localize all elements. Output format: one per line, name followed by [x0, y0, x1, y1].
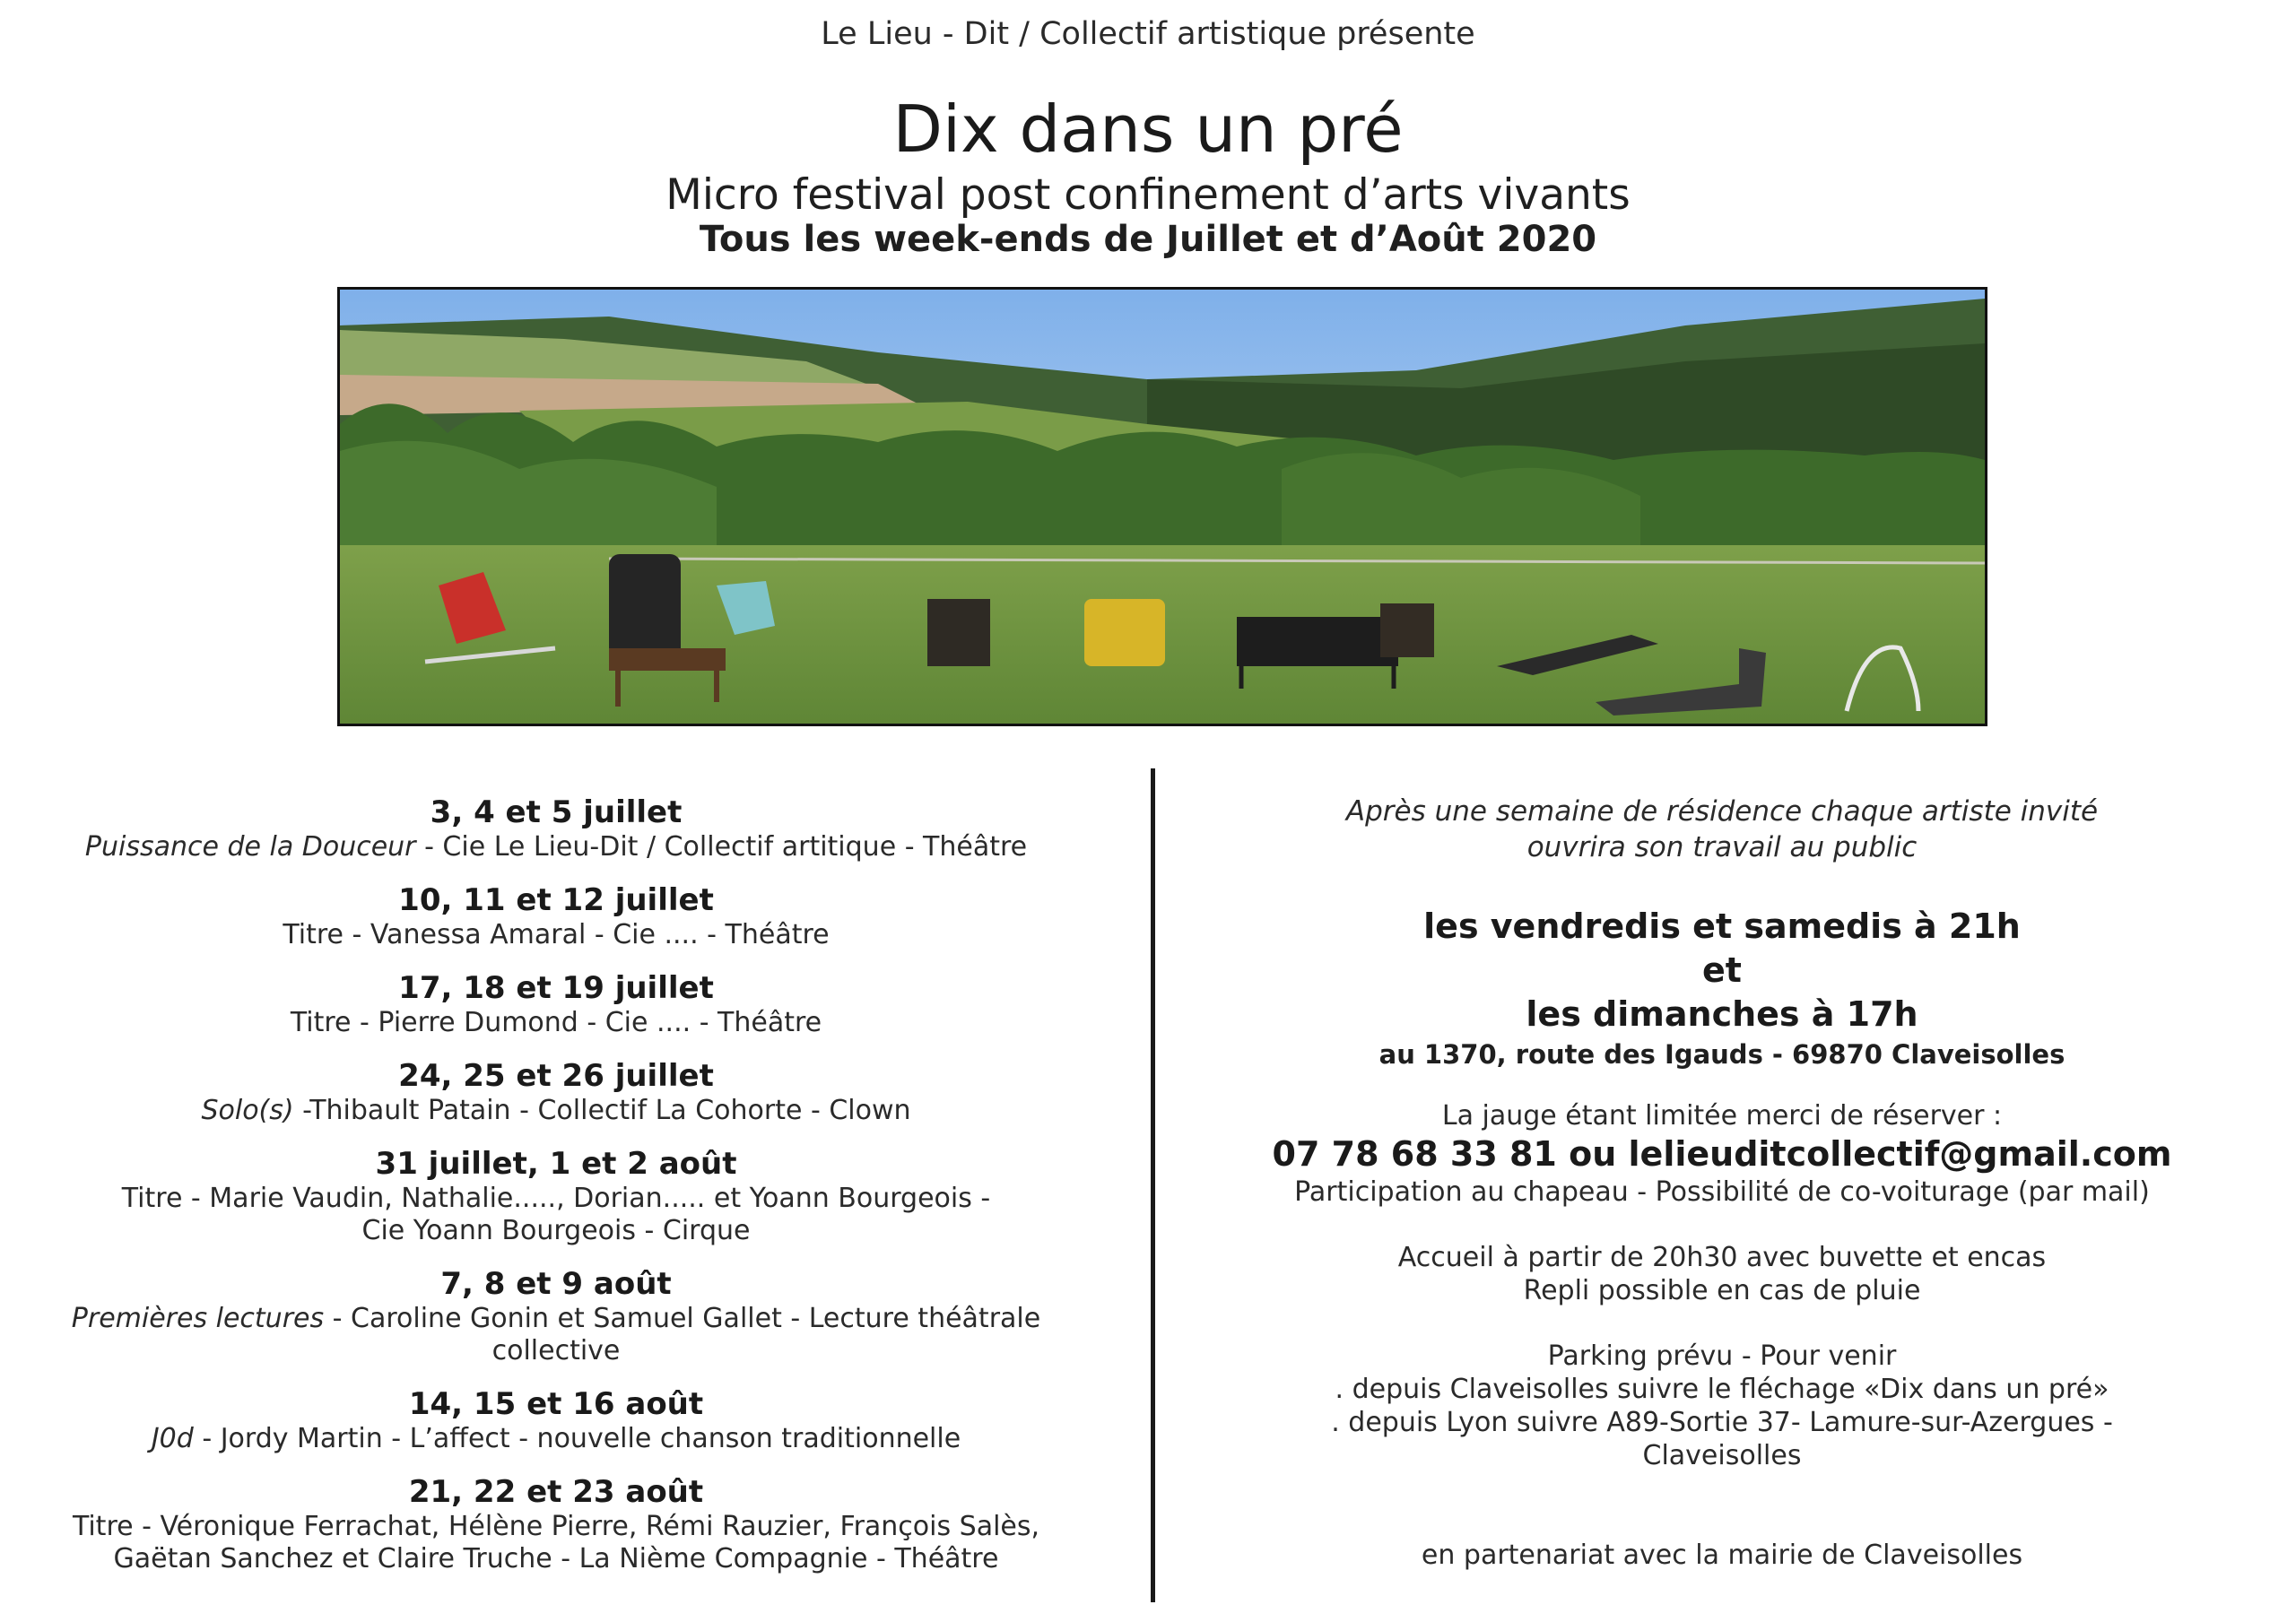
partnership-note: en partenariat avec la mairie de Claveisolles — [1421, 1540, 2023, 1571]
welcome-note: Accueil à partir de 20h30 avec buvette et encas — [1397, 1242, 2047, 1273]
event-date: 7, 8 et 9 août — [440, 1266, 672, 1302]
contact-or: ou — [1569, 1134, 1617, 1174]
event-desc — [54, 1303, 1058, 1367]
event-desc — [54, 831, 1058, 863]
event-details: Titre - Véronique Ferrachat, Hélène Pierre, Rémi Rauzier, François Salès, — [72, 1511, 1040, 1542]
venue-address: au 1370, route des Igauds - 69870 Claveisolles — [1378, 1039, 2066, 1070]
event-desc — [54, 1095, 1058, 1127]
program-item — [54, 969, 1058, 1039]
program-item — [54, 1473, 1058, 1575]
route-lyon: . depuis Lyon suivre A89-Sortie 37- Lamure-sur-Azergues - Claveisolles — [1331, 1407, 2113, 1471]
contact-line — [1256, 1132, 2188, 1175]
program-item — [54, 1057, 1058, 1127]
program-item — [54, 1145, 1058, 1247]
festival-dates: Tous les week-ends de Juillet et d’Août 2020 — [699, 219, 1597, 260]
phone-number[interactable]: 07 78 68 33 81 — [1272, 1134, 1557, 1174]
program-item — [54, 1265, 1058, 1367]
event-details: -Thibault Patain - Collectif La Cohorte - Clown — [293, 1095, 911, 1126]
event-title: Premières lectures — [71, 1303, 325, 1334]
participation-note: Participation au chapeau - Possibilité de co-voiturage (par mail) — [1294, 1176, 2150, 1208]
schedule-sundays: les dimanches à 17h — [1526, 994, 1918, 1034]
program-item — [54, 1385, 1058, 1455]
event-date: 17, 18 et 19 juillet — [398, 970, 714, 1006]
rain-note: Repli possible en cas de pluie — [1523, 1275, 1921, 1306]
event-details-cont: Cie Yoann Bourgeois - Cirque — [361, 1215, 751, 1246]
event-title: Solo(s) — [201, 1095, 294, 1126]
event-details: - Jordy Martin - L’affect - nouvelle chanson traditionnelle — [193, 1423, 961, 1454]
event-date: 31 juillet, 1 et 2 août — [375, 1146, 737, 1182]
presenter-line: Le Lieu - Dit / Collectif artistique présente — [821, 16, 1475, 52]
column-divider — [1151, 768, 1155, 1602]
program-list — [54, 794, 1058, 1593]
event-details: Titre - Vanessa Amaral - Cie .... - Théâtre — [283, 919, 830, 950]
meadow-chairs-photo — [337, 287, 1987, 726]
event-details: - Cie Le Lieu-Dit / Collectif artitique - Théâtre — [415, 831, 1028, 863]
email-link[interactable]: lelieuditcollectif@gmail.com — [1628, 1134, 2172, 1174]
event-details: - Caroline Gonin et Samuel Gallet - Lecture théâtrale collective — [324, 1303, 1041, 1366]
program-item — [54, 881, 1058, 951]
route-claveisolles: . depuis Claveisolles suivre le fléchage «Dix dans un pré» — [1335, 1374, 2109, 1405]
parking-note: Parking prévu - Pour venir — [1547, 1340, 1897, 1372]
event-title: Puissance de la Douceur — [84, 831, 416, 863]
event-details: Titre - Marie Vaudin, Nathalie....., Dorian..... et Yoann Bourgeois - — [121, 1183, 991, 1214]
event-date: 14, 15 et 16 août — [408, 1386, 704, 1422]
practical-info — [1256, 794, 2188, 1572]
event-date: 21, 22 et 23 août — [408, 1474, 704, 1510]
intro-line-2: ouvrira son travail au public — [1526, 831, 1918, 863]
event-date: 24, 25 et 26 juillet — [398, 1058, 714, 1094]
intro-line-1: Après une semaine de résidence chaque artiste invité — [1345, 795, 2099, 828]
booking-note: La jauge étant limitée merci de réserver : — [1441, 1100, 2003, 1132]
event-details-cont: Gaëtan Sanchez et Claire Truche - La Nième Compagnie - Théâtre — [113, 1543, 999, 1574]
schedule-and: et — [1702, 950, 1742, 990]
schedule-weekdays: les vendredis et samedis à 21h — [1423, 906, 2021, 946]
program-item — [54, 794, 1058, 863]
event-title: J0d — [151, 1423, 194, 1454]
page-title: Dix dans un pré — [892, 91, 1404, 167]
event-details: Titre - Pierre Dumond - Cie .... - Théâtre — [290, 1007, 822, 1038]
event-date: 3, 4 et 5 juillet — [430, 794, 683, 830]
page-subtitle: Micro festival post confinement d’arts vivants — [665, 170, 1631, 220]
event-desc — [54, 1423, 1058, 1455]
event-date: 10, 11 et 12 juillet — [398, 882, 714, 918]
